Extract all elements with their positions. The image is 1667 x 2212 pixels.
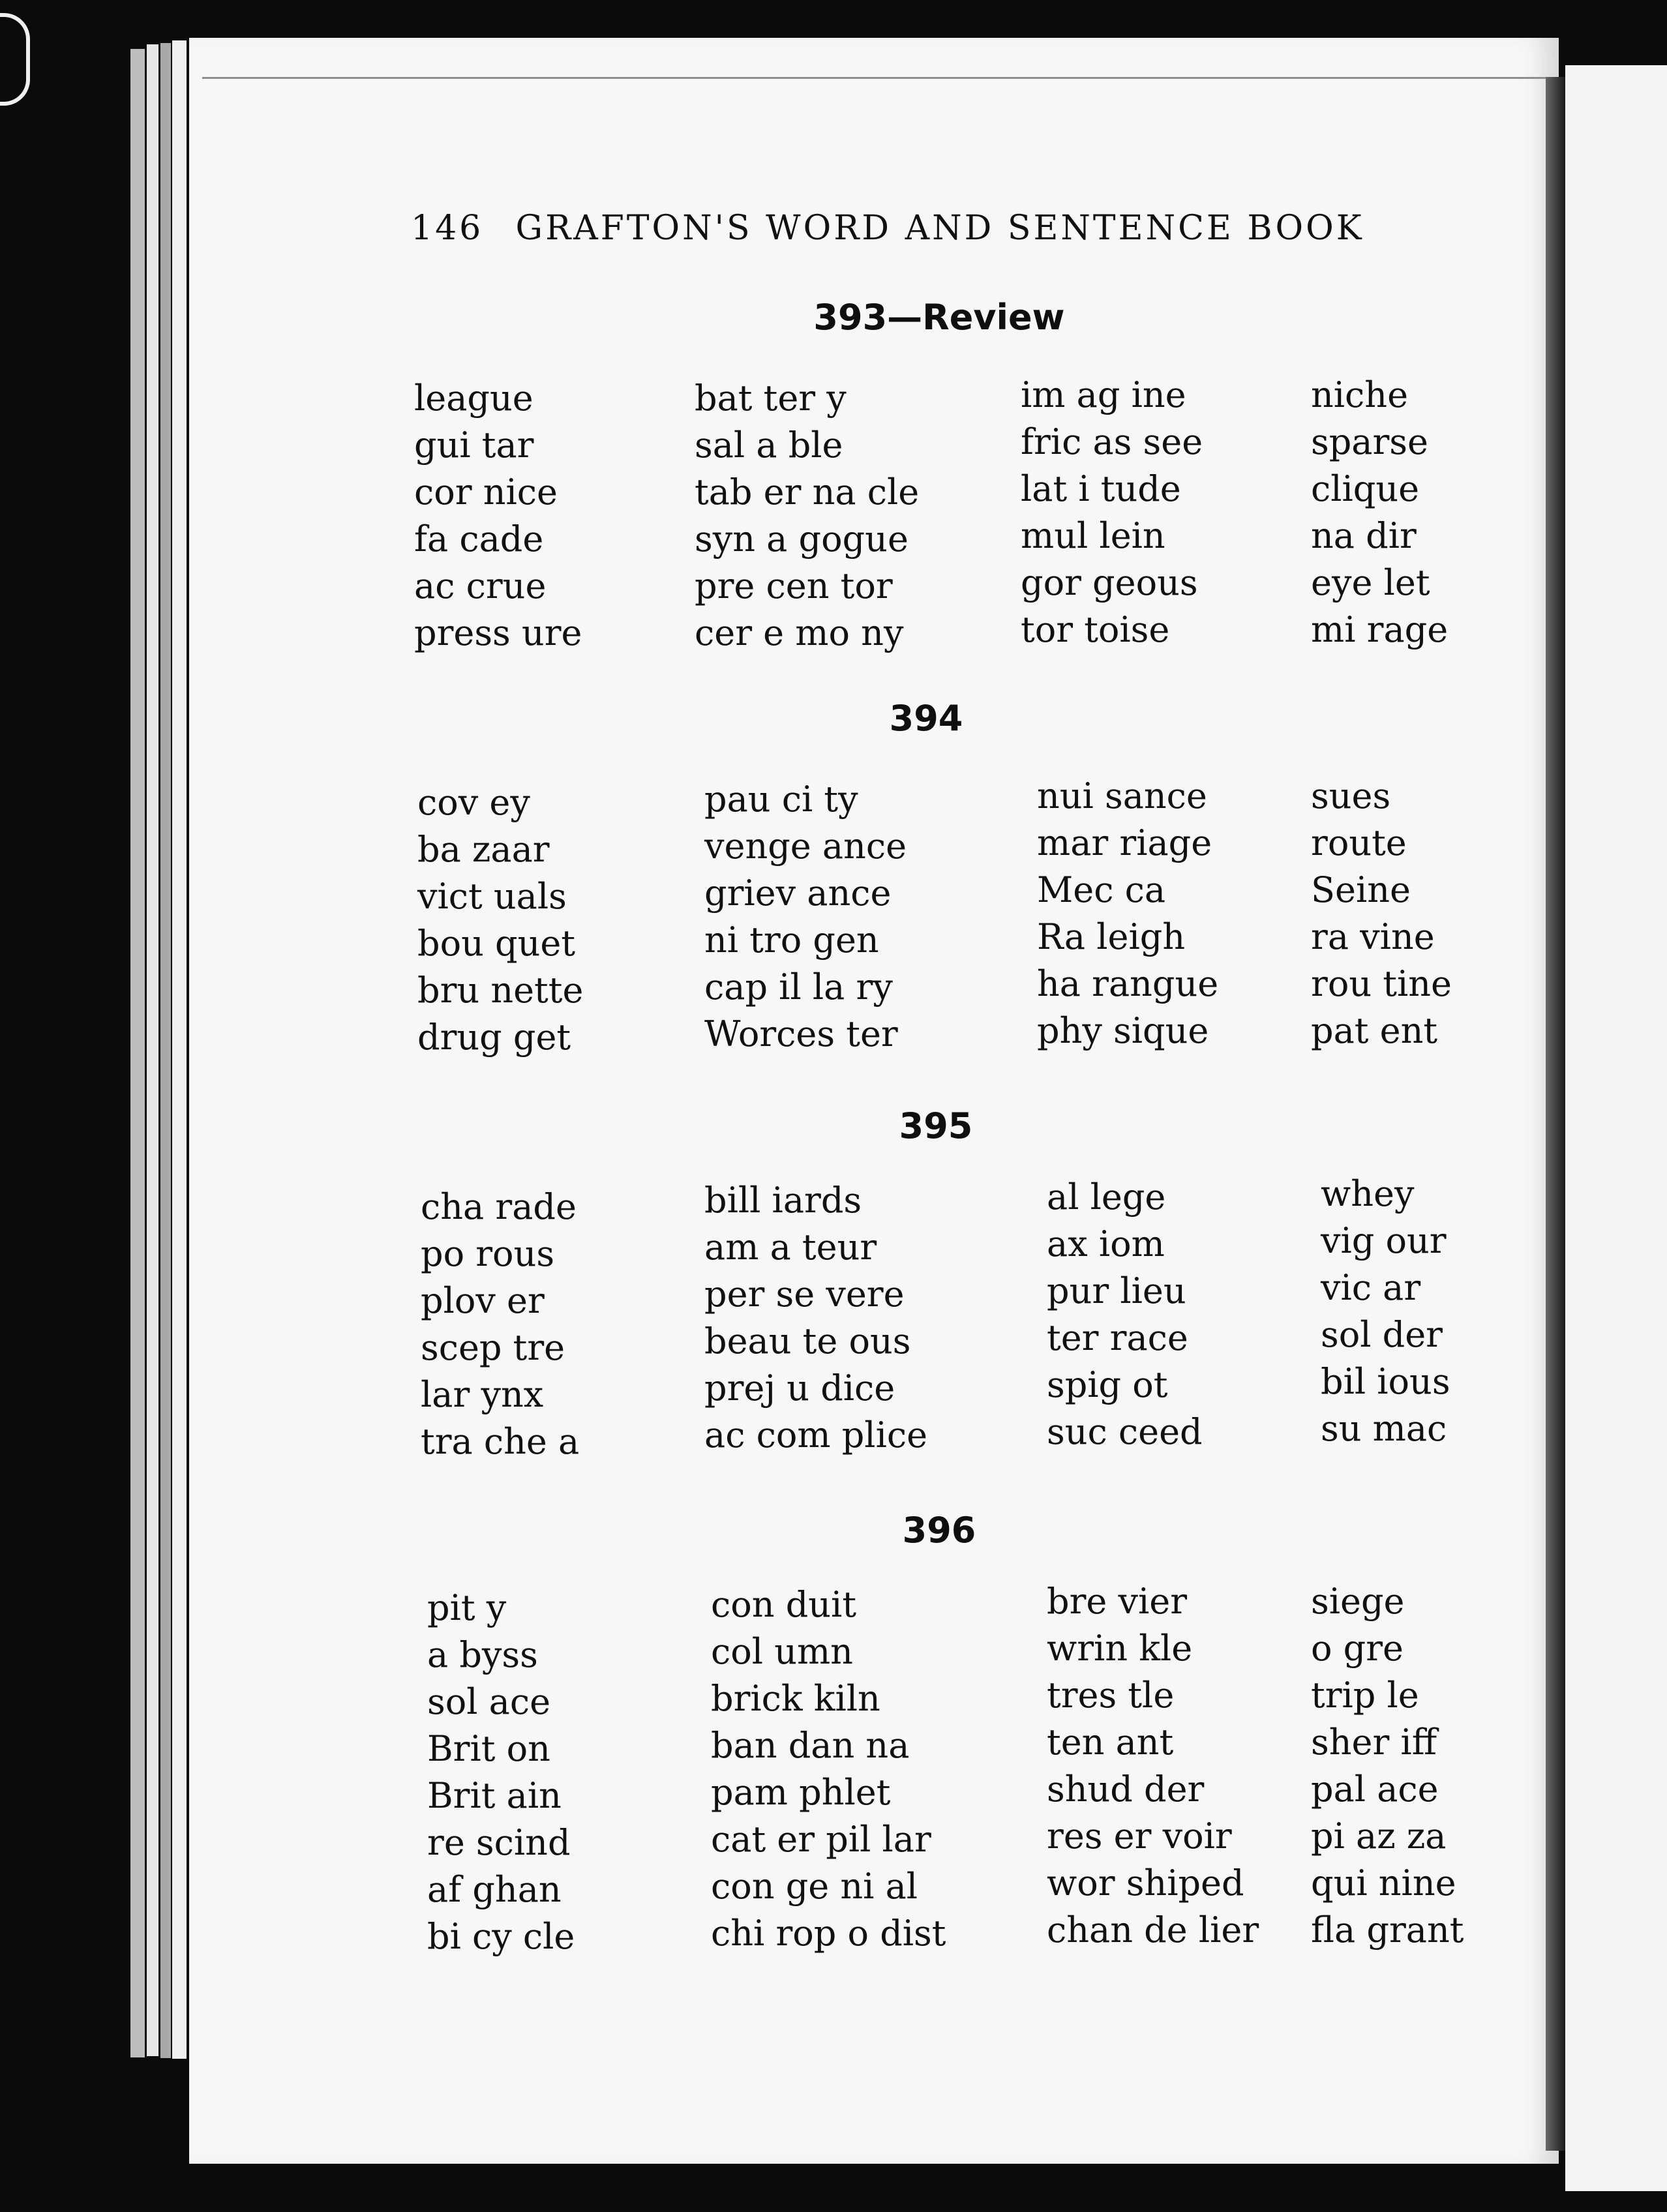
- facing-page-edge: [1565, 65, 1667, 2191]
- word: al lege: [1047, 1176, 1166, 1218]
- word: mi rage: [1311, 609, 1449, 650]
- page-gutter-shadow: [1546, 77, 1565, 2151]
- word: tres tle: [1047, 1675, 1175, 1716]
- word: tra che a: [421, 1421, 580, 1462]
- word: bru nette: [417, 970, 584, 1011]
- word: col umn: [711, 1631, 853, 1672]
- word-column: [704, 776, 907, 1058]
- word-column: [421, 1184, 579, 1465]
- word: spig ot: [1047, 1364, 1168, 1405]
- running-head: [411, 209, 1364, 248]
- word: per se vere: [704, 1274, 905, 1315]
- page-top-rule: [202, 77, 1546, 79]
- word: vig our: [1321, 1220, 1447, 1261]
- page-edge: [147, 44, 158, 2056]
- word: shud der: [1047, 1769, 1205, 1810]
- word: tor toise: [1021, 609, 1170, 650]
- word-column: [417, 779, 583, 1061]
- word: vic ar: [1321, 1267, 1421, 1308]
- word: whey: [1321, 1173, 1415, 1214]
- word: con ge ni al: [711, 1866, 918, 1907]
- word: vict uals: [417, 876, 567, 917]
- word: chan de lier: [1047, 1909, 1259, 1950]
- word: ra vine: [1311, 916, 1435, 957]
- word: bre vier: [1047, 1581, 1188, 1622]
- word: fla grant: [1311, 1909, 1464, 1950]
- word-column: [1047, 1174, 1203, 1456]
- word: scep tre: [421, 1327, 565, 1368]
- word: ten ant: [1047, 1722, 1174, 1763]
- word: ni tro gen: [704, 919, 879, 961]
- word-column: [427, 1585, 575, 1960]
- word: sparse: [1311, 421, 1428, 462]
- word: tab er na cle: [695, 471, 920, 513]
- word: wrin kle: [1047, 1628, 1193, 1669]
- page-number: 146: [411, 209, 484, 248]
- word: pal ace: [1311, 1769, 1439, 1810]
- word: fa cade: [414, 518, 544, 560]
- word: ax iom: [1047, 1223, 1165, 1264]
- word: press ure: [414, 612, 582, 653]
- word: im ag ine: [1021, 374, 1186, 415]
- word: venge ance: [704, 826, 907, 867]
- word: pat ent: [1311, 1010, 1438, 1051]
- word-column: [1311, 773, 1452, 1054]
- word-column: [1037, 773, 1218, 1054]
- word-column: [1311, 1578, 1464, 1954]
- word: league: [414, 378, 533, 419]
- word: sol der: [1321, 1314, 1443, 1355]
- word: bill iards: [704, 1180, 862, 1221]
- section-title-395: 395: [899, 1105, 973, 1146]
- word: lar ynx: [421, 1374, 544, 1415]
- word: ac com plice: [704, 1414, 928, 1456]
- word: res er voir: [1047, 1816, 1232, 1857]
- word: bi cy cle: [427, 1916, 575, 1957]
- word: lat i tude: [1021, 468, 1181, 509]
- word: route: [1311, 822, 1407, 863]
- word: bil ious: [1321, 1361, 1450, 1402]
- word: ba zaar: [417, 829, 550, 870]
- section-title-396: 396: [902, 1510, 976, 1551]
- word: brick kiln: [711, 1678, 880, 1719]
- word: pre cen tor: [695, 565, 893, 606]
- word: niche: [1311, 374, 1409, 415]
- word: drug get: [417, 1017, 571, 1058]
- word: bou quet: [417, 923, 576, 964]
- word: cha rade: [421, 1186, 577, 1227]
- word: o gre: [1311, 1628, 1404, 1669]
- word-column: [1047, 1578, 1259, 1954]
- word: nui sance: [1037, 775, 1207, 816]
- word: con duit: [711, 1584, 857, 1625]
- scan-corner-mark: [0, 13, 30, 106]
- word: trip le: [1311, 1675, 1419, 1716]
- word: plov er: [421, 1280, 545, 1321]
- word: su mac: [1321, 1408, 1447, 1449]
- word: pur lieu: [1047, 1270, 1186, 1311]
- running-head-title: GRAFTON'S WORD AND SENTENCE BOOK: [515, 209, 1364, 248]
- word: cer e mo ny: [695, 612, 904, 653]
- word-column: [1321, 1171, 1450, 1452]
- word: Ra leigh: [1037, 916, 1186, 957]
- word: qui nine: [1311, 1862, 1456, 1904]
- word: po rous: [421, 1233, 555, 1274]
- word: cor nice: [414, 471, 558, 513]
- word-column: [1311, 372, 1448, 653]
- word-column: [1021, 372, 1203, 653]
- word: Mec ca: [1037, 869, 1166, 910]
- word: ha rangue: [1037, 963, 1219, 1004]
- word: sal a ble: [695, 425, 843, 466]
- word: gui tar: [414, 425, 534, 466]
- page-edge: [130, 49, 145, 2057]
- word: na dir: [1311, 515, 1417, 556]
- word: pit y: [427, 1587, 507, 1628]
- word-column: [414, 375, 582, 657]
- word: chi rop o dist: [711, 1913, 946, 1954]
- word: pau ci ty: [704, 779, 858, 820]
- word: mar riage: [1037, 822, 1212, 863]
- word: prej u dice: [704, 1368, 895, 1409]
- word: ter race: [1047, 1317, 1188, 1358]
- word: ban dan na: [711, 1725, 910, 1766]
- word: sues: [1311, 775, 1391, 816]
- word: phy sique: [1037, 1010, 1209, 1051]
- word: gor geous: [1021, 562, 1198, 603]
- word: Worces ter: [704, 1013, 898, 1054]
- word: wor shiped: [1047, 1862, 1244, 1904]
- word: am a teur: [704, 1227, 877, 1268]
- word: sher iff: [1311, 1722, 1437, 1763]
- word: a byss: [427, 1634, 538, 1675]
- section-title-393: 393—Review: [813, 297, 1065, 338]
- word: syn a gogue: [695, 518, 909, 560]
- word: griev ance: [704, 873, 892, 914]
- word: re scind: [427, 1822, 571, 1863]
- word: mul lein: [1021, 515, 1165, 556]
- word: clique: [1311, 468, 1420, 509]
- word: eye let: [1311, 562, 1430, 603]
- word: rou tine: [1311, 963, 1452, 1004]
- word: af ghan: [427, 1869, 562, 1910]
- word-column: [711, 1581, 946, 1957]
- section-title-394: 394: [889, 698, 963, 739]
- word: Brit ain: [427, 1775, 562, 1816]
- word: sol ace: [427, 1681, 551, 1722]
- word: cat er pil lar: [711, 1819, 931, 1860]
- word: beau te ous: [704, 1321, 911, 1362]
- word: fric as see: [1021, 421, 1203, 462]
- word: cov ey: [417, 782, 530, 823]
- word: siege: [1311, 1581, 1405, 1622]
- page-edge: [160, 43, 171, 2058]
- word: pi az za: [1311, 1816, 1447, 1857]
- word: cap il la ry: [704, 966, 893, 1008]
- word: Seine: [1311, 869, 1411, 910]
- word: bat ter y: [695, 378, 847, 419]
- word-column: [704, 1177, 927, 1459]
- word: pam phlet: [711, 1772, 891, 1813]
- word: suc ceed: [1047, 1411, 1203, 1452]
- word: Brit on: [427, 1728, 550, 1769]
- word-column: [695, 375, 919, 657]
- page-edge: [172, 40, 187, 2059]
- word: ac crue: [414, 565, 547, 606]
